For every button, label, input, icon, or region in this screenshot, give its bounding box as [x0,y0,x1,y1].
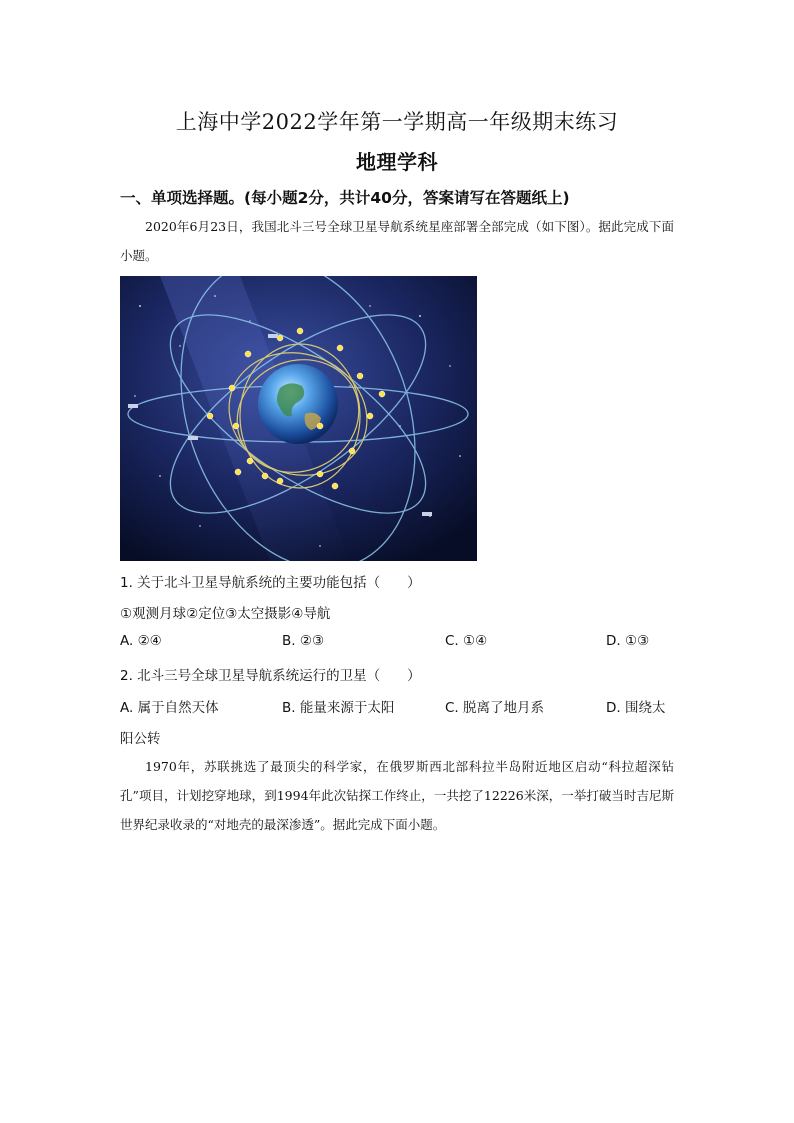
passage-beidou: 2020年6月23日，我国北斗三号全球卫星导航系统星座部署全部完成（如下图）。据此完成下面小题。 [120,219,674,263]
question-2-option-d-wrap: 阳公转 [120,731,161,747]
beidou-constellation-figure [120,276,477,561]
question-2-option-a[interactable]: A. 属于自然天体 [120,700,219,716]
question-1-option-d[interactable]: D. ①③ [606,633,650,649]
question-2-option-c[interactable]: C. 脱离了地月系 [445,700,545,716]
question-2-option-d[interactable]: D. 围绕太 [606,700,666,716]
question-1-option-b[interactable]: B. ②③ [282,633,325,649]
passage-kola-borehole: 1970年，苏联挑选了最顶尖的科学家，在俄罗斯西北部科拉半岛附近地区启动“科拉超深钻孔”项目，计划挖穿地球，到1994年此次钻探工作终止，一共挖了12226米深，一举打破当时吉尼斯世界纪录收录的“对地壳的最深渗透”。据此完成下面小题。 [120,759,674,832]
question-1-option-c[interactable]: C. ①④ [445,633,488,649]
question-2-stem: 2. 北斗三号全球卫星导航系统运行的卫星（ ） [120,668,421,684]
constellation-illustration [120,276,477,561]
question-2-option-b[interactable]: B. 能量来源于太阳 [282,700,395,716]
section-heading: 一、单项选择题。(每小题2分，共计40分，答案请写在答题纸上) [120,189,570,207]
exam-title: 上海中学2022学年第一学期高一年级期末练习 [175,110,619,134]
question-1-statements: ①观测月球②定位③太空摄影④导航 [120,606,331,622]
subject-title: 地理学科 [356,150,438,174]
question-1-stem: 1. 关于北斗卫星导航系统的主要功能包括（ ） [120,575,421,591]
question-1-option-a[interactable]: A. ②④ [120,633,162,649]
earth-globe [258,364,338,444]
